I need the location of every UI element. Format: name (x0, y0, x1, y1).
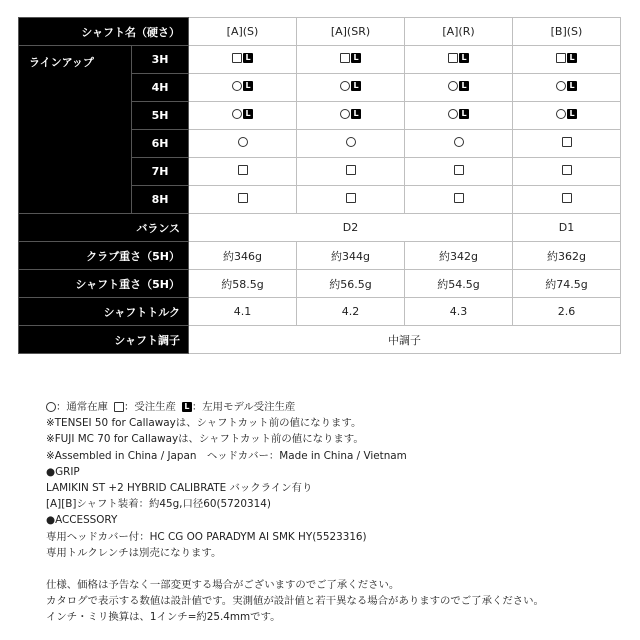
square-icon (556, 53, 566, 63)
lineup-cell (189, 46, 297, 74)
square-icon (346, 193, 356, 203)
shaft-weight-label: シャフト重さ（5H） (19, 270, 189, 298)
lineup-cell (297, 46, 405, 74)
torque-value: 2.6 (513, 298, 621, 326)
shaft-weight-value: 約54.5g (405, 270, 513, 298)
note-line: [A][B]シャフト装着：約45g,口径60(5720314) (46, 498, 271, 511)
lineup-cell (513, 46, 621, 74)
lineup-model-label: 7H (132, 158, 189, 186)
lineup-cell (405, 186, 513, 214)
square-icon (454, 165, 464, 175)
square-icon (562, 165, 572, 175)
circle-icon (340, 109, 350, 119)
circle-icon (238, 137, 248, 147)
left-hand-icon: L (243, 109, 253, 119)
lineup-cell (405, 46, 513, 74)
availability-symbol (562, 165, 572, 175)
lineup-cell (189, 130, 297, 158)
lineup-cell (297, 130, 405, 158)
lineup-model-label: 5H (132, 102, 189, 130)
circle-icon (454, 137, 464, 147)
circle-icon (232, 109, 242, 119)
square-icon (346, 165, 356, 175)
shaft-weight-value: 約56.5g (297, 270, 405, 298)
availability-symbol (454, 193, 464, 203)
lineup-cell (297, 102, 405, 130)
lineup-cell (189, 158, 297, 186)
left-hand-icon: L (243, 53, 253, 63)
circle-icon (556, 109, 566, 119)
availability-symbol (556, 109, 577, 119)
availability-symbol (346, 137, 356, 147)
balance-value: D1 (513, 214, 621, 242)
square-icon (562, 193, 572, 203)
torque-label: シャフトトルク (19, 298, 189, 326)
club-weight-value: 約346g (189, 242, 297, 270)
table-header-row (19, 18, 621, 46)
lineup-model-label: 8H (132, 186, 189, 214)
availability-symbol (346, 165, 356, 175)
availability-symbol (232, 109, 253, 119)
square-icon (232, 53, 242, 63)
note-line: カタログで表示する数値は設計値です。実測値が設計値と若干異なる場合がありますのでご了承ください。 (46, 595, 544, 608)
note-line: ●ACCESSORY (46, 514, 118, 527)
shaft-name-header: シャフト名（硬さ） (19, 18, 189, 46)
availability-symbol (562, 193, 572, 203)
legend-left (182, 399, 295, 415)
torque-value: 4.1 (189, 298, 297, 326)
lineup-cell (513, 102, 621, 130)
circle-icon (346, 137, 356, 147)
circle-icon (556, 81, 566, 91)
square-icon (238, 193, 248, 203)
club-weight-row (19, 242, 621, 270)
note-line: ※TENSEI 50 for Callawayは、シャフトカット前の値になります。 (46, 417, 362, 430)
shaft-column-header: [B](S) (513, 18, 621, 46)
availability-symbol (448, 81, 469, 91)
balance-value: D2 (189, 214, 513, 242)
club-weight-value: 約342g (405, 242, 513, 270)
note-line: 仕様、価格は予告なく一部変更する場合がございますのでご了承ください。 (46, 579, 400, 592)
availability-symbol (340, 53, 361, 63)
availability-symbol (562, 137, 572, 147)
lineup-row (19, 46, 621, 74)
circle-icon (340, 81, 350, 91)
left-hand-icon: L (567, 109, 577, 119)
lineup-cell (513, 158, 621, 186)
lineup-cell (189, 102, 297, 130)
availability-symbol (340, 109, 361, 119)
torque-value: 4.2 (297, 298, 405, 326)
kick-point-label: シャフト調子 (19, 326, 189, 354)
left-hand-icon: L (351, 109, 361, 119)
left-hand-icon: L (182, 402, 192, 412)
circle-icon (232, 81, 242, 91)
availability-symbol (238, 193, 248, 203)
club-weight-value: 約344g (297, 242, 405, 270)
torque-row (19, 298, 621, 326)
shaft-weight-row (19, 270, 621, 298)
shaft-weight-value: 約58.5g (189, 270, 297, 298)
legend-left-label: ：左用モデル受注生産 (191, 401, 296, 413)
note-line: インチ・ミリ換算は、1インチ=約25.4mmです。 (46, 611, 281, 624)
circle-icon (448, 109, 458, 119)
left-hand-icon: L (459, 53, 469, 63)
availability-symbol (340, 81, 361, 91)
note-line: ※Assembled in China / Japan ヘッドカバー：Made in China / Vietnam (46, 449, 407, 462)
lineup-cell (513, 186, 621, 214)
lineup-cell (297, 158, 405, 186)
availability-symbol (232, 81, 253, 91)
lineup-cell (405, 102, 513, 130)
left-hand-icon: L (243, 81, 253, 91)
club-weight-value: 約362g (513, 242, 621, 270)
availability-symbol (454, 137, 464, 147)
legend-stock-label: ：通常在庫 (56, 401, 108, 413)
square-icon (340, 53, 350, 63)
circle-icon (46, 402, 56, 412)
lineup-cell (297, 74, 405, 102)
notes-block (46, 399, 616, 626)
note-line: ※FUJI MC 70 for Callawayは、シャフトカット前の値になります。 (46, 433, 364, 446)
availability-symbol (238, 137, 248, 147)
note-line: LAMIKIN ST +2 HYBRID CALIBRATE バックライン有り (46, 482, 313, 495)
lineup-cell (189, 186, 297, 214)
left-hand-icon: L (567, 81, 577, 91)
lineup-cell (513, 130, 621, 158)
lineup-cell (513, 74, 621, 102)
availability-symbol (448, 53, 469, 63)
spec-table (18, 17, 621, 354)
legend-order-label: ：受注生産 (123, 401, 176, 413)
note-line: 専用ヘッドカバー付：HC CG OO PARADYM AI SMK HY(5523316) (46, 530, 367, 543)
lineup-cell (405, 74, 513, 102)
balance-label: バランス (19, 214, 189, 242)
left-hand-icon: L (351, 53, 361, 63)
club-weight-label: クラブ重さ（5H） (19, 242, 189, 270)
lineup-model-label: 4H (132, 74, 189, 102)
square-icon (454, 193, 464, 203)
balance-row (19, 214, 621, 242)
lineup-model-label: 3H (132, 46, 189, 74)
left-hand-icon: L (459, 81, 469, 91)
kick-point-value: 中調子 (189, 326, 621, 354)
lineup-cell (405, 158, 513, 186)
lineup-model-label: 6H (132, 130, 189, 158)
square-icon (562, 137, 572, 147)
square-icon (238, 165, 248, 175)
shaft-column-header: [A](R) (405, 18, 513, 46)
legend-order (114, 399, 176, 415)
left-hand-icon: L (459, 109, 469, 119)
lineup-cell (297, 186, 405, 214)
legend (46, 399, 616, 415)
shaft-column-header: [A](S) (189, 18, 297, 46)
availability-symbol (448, 109, 469, 119)
availability-symbol (556, 53, 577, 63)
left-hand-icon: L (351, 81, 361, 91)
legend-stock (46, 399, 108, 415)
lineup-header: ラインアップ (19, 46, 132, 214)
availability-symbol (346, 193, 356, 203)
note-line: 専用トルクレンチは別売になります。 (46, 546, 222, 559)
torque-value: 4.3 (405, 298, 513, 326)
left-hand-icon: L (567, 53, 577, 63)
availability-symbol (556, 81, 577, 91)
kick-point-row (19, 326, 621, 354)
circle-icon (448, 81, 458, 91)
shaft-weight-value: 約74.5g (513, 270, 621, 298)
square-icon (114, 402, 124, 412)
square-icon (448, 53, 458, 63)
shaft-column-header: [A](SR) (297, 18, 405, 46)
lineup-cell (405, 130, 513, 158)
availability-symbol (238, 165, 248, 175)
availability-symbol (232, 53, 253, 63)
lineup-cell (189, 74, 297, 102)
note-line: ●GRIP (46, 465, 80, 478)
availability-symbol (454, 165, 464, 175)
